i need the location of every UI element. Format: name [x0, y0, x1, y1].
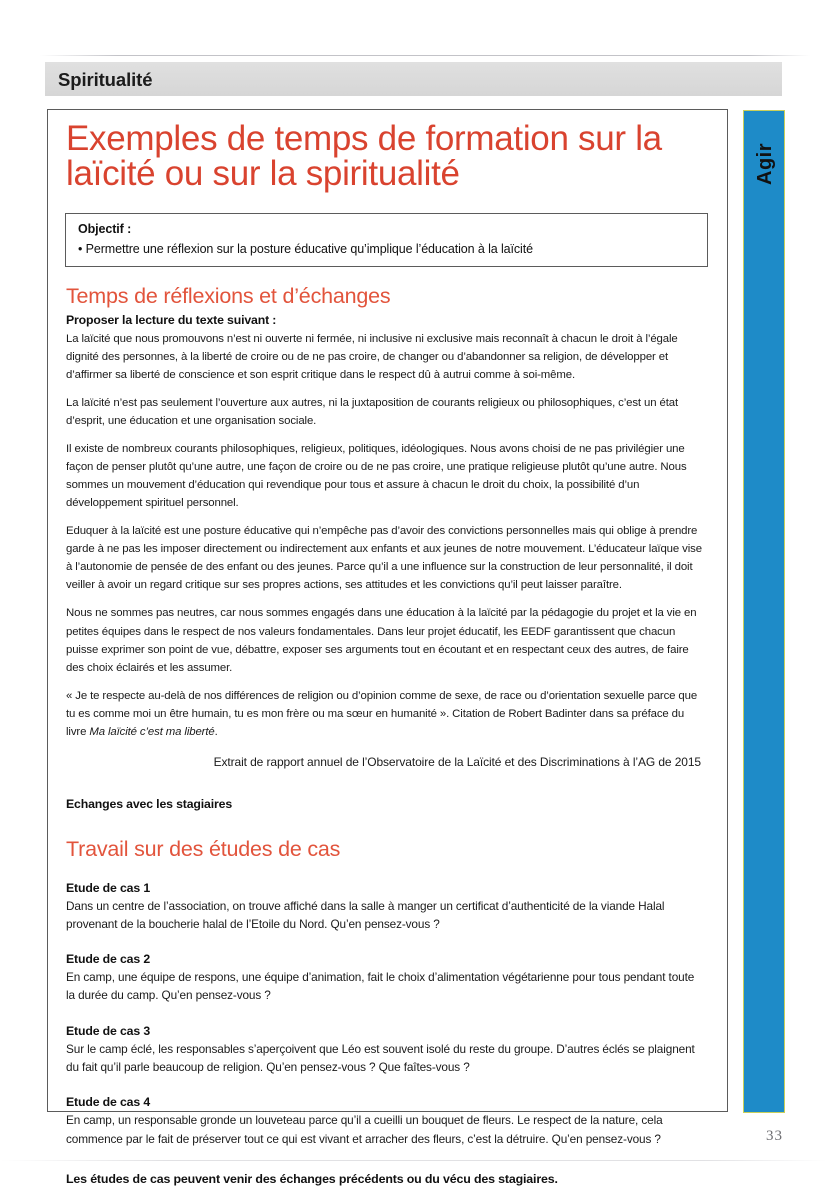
section-header-band	[45, 62, 782, 96]
page-title: Exemples de temps de formation sur la laïcité ou sur la spiritualité	[66, 119, 662, 193]
quotation-paragraph	[66, 687, 705, 741]
body-paragraph: La laïcité n’est pas seulement l’ouverture aux autres, ni la juxtaposition de courants religieux ou philosophiques, c’est un état d’esprit, une éducation et une organisation sociale.	[66, 397, 679, 428]
body-paragraph: La laïcité que nous promouvons n’est ni ouverte ni fermée, ni inclusive ni exclusive mais reconnaît à chacun le droit à l’égale dignité des personnes, à la liberté de croire ou de ne pas croire, de changer ou d’abandonner sa religion, de développer et d’affirmer sa liberté de conscience et son esprit critique dans le respect dû à autrui comme à soi-même.	[66, 333, 678, 382]
section-heading-etudes-de-cas: Travail sur des études de cas	[66, 836, 341, 861]
body-paragraph: Nous ne sommes pas neutres, car nous sommes engagés dans une éducation à la laïcité par la pédagogie du projet et la vie en petites équipes dans le respect de nos valeurs fondamentales. Dans leur projet éducatif, les EEDF garantissent que chacun puisse exprimer son point de vue, débattre, exposer ses arguments tout en écoutant et en respectant ceux des autres, de faire des choix éclairés et les assumer.	[66, 607, 697, 674]
scan-artifact-line-top	[40, 55, 810, 56]
case-title: Etude de cas 2	[66, 952, 151, 967]
exchange-note: Echanges avec les stagiaires	[66, 796, 233, 811]
section-lead-text: Proposer la lecture du texte suivant :	[66, 313, 277, 328]
quote-book-title: Ma laïcité c’est ma liberté	[89, 725, 215, 738]
case-body: Sur le camp éclé, les responsables s’aperçoivent que Léo est souvent isolé du reste du groupe. D’autres éclés se plaignent du fait qu’il parle beaucoup de religion. Qu’en pensez-vous ? Que faîtes-vous ?	[66, 1041, 695, 1074]
objective-item: • Permettre une réflexion sur la posture éducative qu’implique l’éducation à la laïcité	[78, 242, 533, 257]
quote-text: « Je te respecte au-delà de nos différences de religion ou d’opinion comme de sexe, de race ou d’orientation sexuelle parce que tu es comme moi un être humain, tu es mon frère ou ma sœur en humanité ». Citation de Robert Badinter dans sa préface du livre	[66, 689, 698, 738]
case-body: En camp, une équipe de respons, une équipe d’animation, fait le choix d’alimentation végétarienne pour tous pendant toute la durée du camp. Qu’en pensez-vous ?	[66, 970, 695, 1003]
case-body: Dans un centre de l’association, on trouve affiché dans la salle à manger un certificat d’authenticité de la viande Halal provenant de la boucherie halal de l’Etoile du Nord. Qu’en pensez-vous ?	[66, 898, 665, 931]
body-paragraph: Eduquer à la laïcité est une posture éducative qui n’empêche pas d’avoir des convictions personnelles mais qui oblige à prendre garde à ne pas les imposer directement ou indirectement aux enfants et aux jeunes de notre mouvement. L’éducateur laïque vise à l’autonomie de pensée de des enfant ou des jeunes. Parce qu’il a une influence sur la construction de leur personnalité, il doit veiller à avoir un regard critique sur ses propres actions, ses attitudes et les convictions qu’il peut laisser paraître.	[66, 525, 702, 592]
content-box	[47, 109, 728, 1186]
section-title: Spiritualité	[58, 69, 153, 90]
side-tab-agir[interactable]	[743, 110, 785, 1113]
case-title: Etude de cas 4	[66, 1095, 151, 1110]
page-number: 33	[766, 1128, 783, 1144]
objective-box	[65, 213, 708, 267]
case-title: Etude de cas 1	[66, 880, 151, 895]
source-attribution: Extrait de rapport annuel de l’Observatoire de la Laïcité et des Discriminations à l’AG de 2015	[213, 754, 701, 769]
objective-heading: Objectif :	[78, 222, 132, 237]
section-heading-temps-reflexions: Temps de réflexions et d’échanges	[66, 284, 391, 309]
quote-text-suffix: .	[214, 725, 218, 738]
closing-statement: Les études de cas peuvent venir des échanges précédents ou du vécu des stagiaires.	[66, 1171, 558, 1186]
case-title: Etude de cas 3	[66, 1023, 151, 1038]
body-paragraph: Il existe de nombreux courants philosophiques, religieux, politiques, idéologiques. Nous avons choisi de ne pas privilégier une façon de penser plutôt qu’une autre, une façon de croire ou de ne pas croire, une pratique religieuse plutôt qu’une autre. Nous sommes un mouvement d’éducation qui revendique pour tous et assure à chacun le droit du choix, la possibilité d’un développement spirituel personnel.	[66, 443, 687, 510]
side-tab-label: Agir	[754, 143, 776, 185]
case-body: En camp, un responsable gronde un louveteau parce qu’il a cueilli un bouquet de fleurs. Le respect de la nature, cela commence par le fait de préserver tout ce qui est vivant et arracher des fleurs, c’est la détruire. Qu’en pensez-vous ?	[66, 1113, 663, 1146]
scan-artifact-line-bottom	[0, 1160, 827, 1161]
